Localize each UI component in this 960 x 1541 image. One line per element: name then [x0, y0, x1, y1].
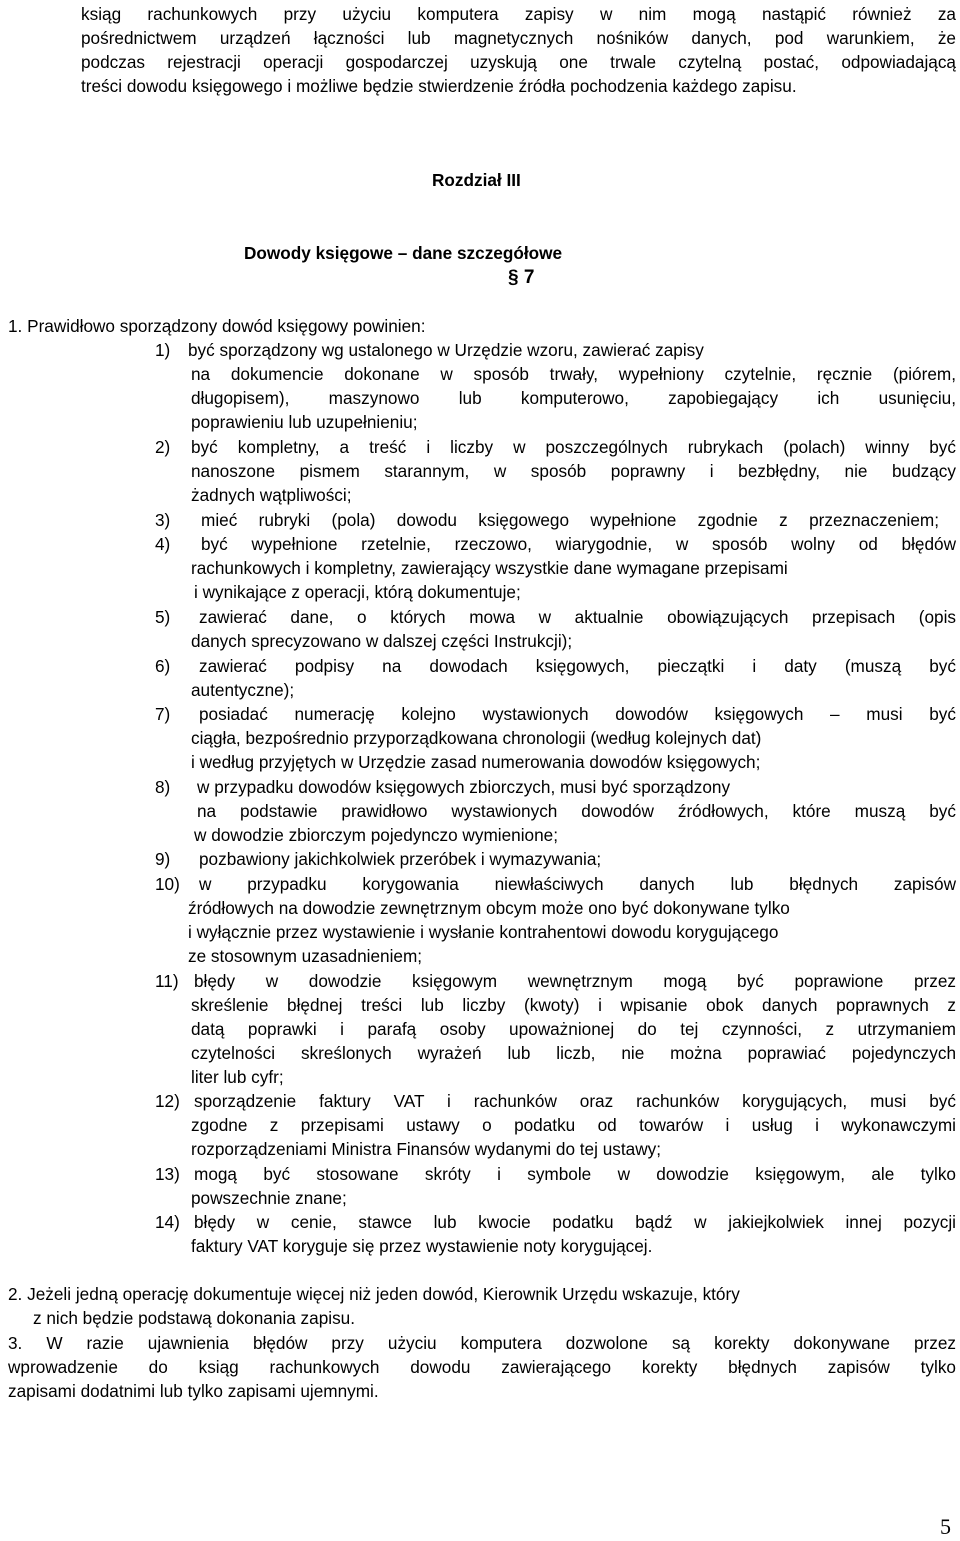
item-line: w przypadku dowodów księgowych zbiorczych, musi być sporządzony: [197, 777, 731, 797]
item-number: 10): [155, 874, 180, 894]
section-mark: § 7: [508, 267, 535, 288]
item-line: pozbawiony jakichkolwiek przeróbek i wymazywania;: [199, 849, 602, 869]
paragraph-3-line: zapisami dodatnimi lub tylko zapisami ujemnymi.: [8, 1381, 379, 1401]
paragraph-2-line: 2. Jeżeli jedną operację dokumentuje więcej niż jeden dowód, Kierownik Urzędu wskazuje, który: [8, 1284, 740, 1304]
item-line: poprawieniu lub uzupełnieniu;: [191, 412, 418, 432]
item-line: żadnych wątpliwości;: [191, 485, 352, 505]
intro-line: ksiąg rachunkowych przy użyciu komputera zapisy w nim mogą nastąpić również za: [81, 4, 956, 24]
item-line: błędy w dowodzie księgowym wewnętrznym mogą być poprawione przez: [194, 971, 956, 991]
item-number: 5): [155, 607, 171, 627]
item-line: długopisem), maszynowo lub komputerowo, zapobiegający ich usunięciu,: [191, 388, 956, 408]
item-line: zawierać podpisy na dowodach księgowych, pieczątki i daty (muszą być: [199, 656, 956, 676]
item-line: faktury VAT koryguje się przez wystawienie noty korygującej.: [191, 1236, 653, 1256]
item-line: sporządzenie faktury VAT i rachunków oraz rachunków korygujących, musi być: [194, 1091, 956, 1111]
item-number: 13): [155, 1164, 180, 1184]
item-line: ze stosownym uzasadnieniem;: [188, 946, 423, 966]
item-line: być sporządzony wg ustalonego w Urzędzie wzoru, zawierać zapisy: [188, 340, 704, 360]
item-line: rachunkowych i kompletny, zawierający wszystkie dane wymagane przepisami: [191, 558, 788, 578]
item-line: być kompletny, a treść i liczby w poszczególnych rubrykach (polach) winny być: [191, 437, 956, 457]
intro-line: treści dowodu księgowego i możliwe będzie stwierdzenie źródła pochodzenia każdego zapisu.: [81, 76, 797, 96]
item-line: na podstawie prawidłowo wystawionych dowodów źródłowych, które muszą być: [197, 801, 956, 821]
paragraph-3-line: wprowadzenie do ksiąg rachunkowych dowodu zawierającego korekty błędnych zapisów tylko: [8, 1357, 956, 1377]
item-line: źródłowych na dowodzie zewnętrznym obcym może ono być dokonywane tylko: [188, 898, 790, 918]
item-number: 2): [155, 437, 171, 457]
item-number: 12): [155, 1091, 180, 1111]
item-line: danych sprecyzowano w dalszej części Instrukcji);: [191, 631, 573, 651]
item-number: 1): [155, 340, 171, 360]
item-number: 9): [155, 849, 171, 869]
item-number: 3): [155, 510, 171, 530]
chapter-heading: Rozdział III: [432, 170, 521, 190]
item-line: mieć rubryki (pola) dowodu księgowego wypełnione zgodnie z przeznaczeniem;: [201, 510, 939, 530]
chapter-title: Dowody księgowe – dane szczegółowe: [244, 243, 563, 263]
page-number: 5: [940, 1514, 951, 1539]
item-line: mogą być stosowane skróty i symbole w dowodzie księgowym, ale tylko: [194, 1164, 956, 1184]
item-line: w dowodzie zbiorczym pojedynczo wymienione;: [194, 825, 558, 845]
paragraph-3-line: 3. W razie ujawnienia błędów przy użyciu komputera dozwolone są korekty dokonywane przez: [8, 1333, 956, 1353]
intro-line: podczas rejestracji operacji gospodarczej uzyskują one trwale czytelną postać, odpowiadającą: [81, 52, 956, 72]
item-line: na dokumencie dokonane w sposób trwały, wypełniony czytelnie, ręcznie (piórem,: [191, 364, 956, 384]
item-line: błędy w cenie, stawce lub kwocie podatku bądź w jakiejkolwiek innej pozycji: [194, 1212, 956, 1232]
item-number: 7): [155, 704, 171, 724]
item-line: czytelności skreślonych wyrażeń lub liczb, nie można poprawiać pojedynczych: [191, 1043, 956, 1063]
paragraph-lead: 1. Prawidłowo sporządzony dowód księgowy powinien:: [8, 316, 426, 336]
item-number: 4): [155, 534, 171, 554]
item-line: nanoszone pismem starannym, w sposób poprawny i bezbłędny, nie budzący: [191, 461, 956, 481]
item-number: 11): [155, 971, 179, 991]
item-line: zawierać dane, o których mowa w aktualnie obowiązujących przepisach (opis: [199, 607, 956, 627]
paragraph-2-line: z nich będzie podstawą dokonania zapisu.: [33, 1308, 356, 1328]
item-line: rozporządzeniami Ministra Finansów wydanymi do tej ustawy;: [191, 1139, 661, 1159]
item-number: 14): [155, 1212, 180, 1232]
item-line: zgodne z przepisami ustawy o podatku od towarów i usług i wykonawczymi: [191, 1115, 956, 1135]
item-number: 6): [155, 656, 171, 676]
item-line: liter lub cyfr;: [191, 1067, 284, 1087]
item-line: powszechnie znane;: [191, 1188, 347, 1208]
item-line: skreślenie błędnej treści lub liczby (kwoty) i wpisanie obok danych poprawnych z: [191, 995, 956, 1015]
item-line: ciągła, bezpośrednio przyporządkowana chronologii (według kolejnych dat): [191, 728, 762, 748]
item-number: 8): [155, 777, 171, 797]
item-line: być wypełnione rzetelnie, rzeczowo, wiarygodnie, w sposób wolny od błędów: [201, 534, 956, 554]
item-line: autentyczne);: [191, 680, 295, 700]
item-line: posiadać numerację kolejno wystawionych dowodów księgowych – musi być: [199, 704, 956, 724]
intro-line: pośrednictwem urządzeń łączności lub magnetycznych nośników danych, pod warunkiem, że: [81, 28, 956, 48]
item-line: i według przyjętych w Urzędzie zasad numerowania dowodów księgowych;: [191, 752, 761, 772]
item-line: i wyłącznie przez wystawienie i wysłanie kontrahentowi dowodu korygującego: [188, 922, 779, 942]
item-line: datą poprawki i parafą osoby upoważnionej do tej czynności, z utrzymaniem: [191, 1019, 956, 1039]
item-line: w przypadku korygowania niewłaściwych danych lub błędnych zapisów: [199, 874, 956, 894]
item-line: i wynikające z operacji, którą dokumentuje;: [194, 582, 521, 602]
